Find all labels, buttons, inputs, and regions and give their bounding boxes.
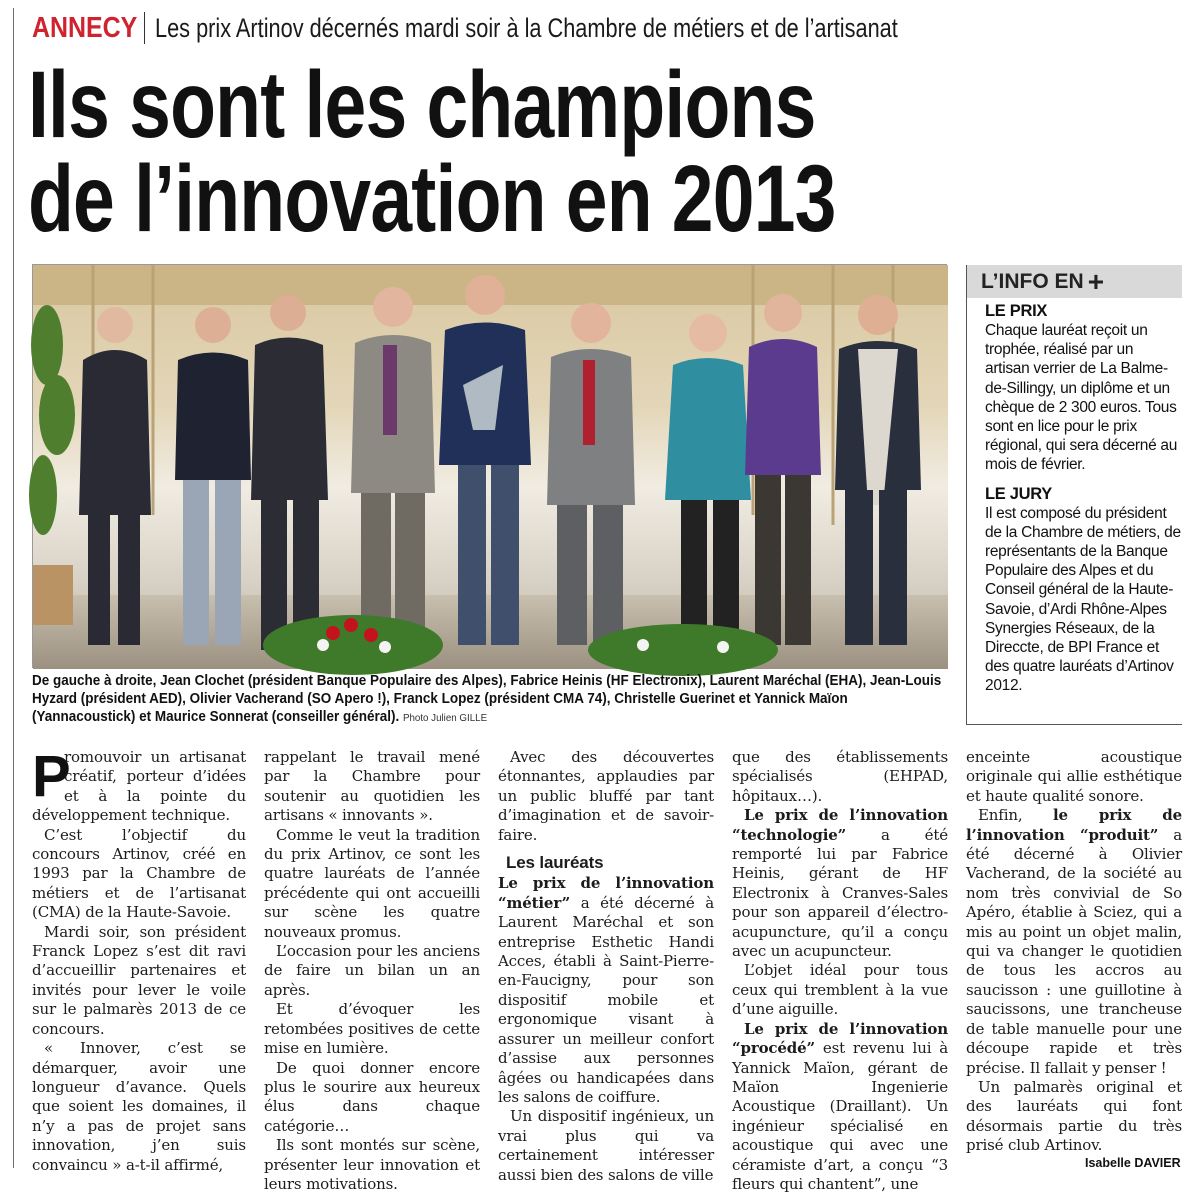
kicker-location: ANNECY — [32, 11, 138, 44]
photo-caption — [32, 672, 947, 727]
kicker-subtitle: Les prix Artinov décernés mardi soir à la Chambre de métiers et de l’artisanat — [155, 12, 898, 43]
article-paragraph: Mardi soir, son président Franck Lopez s’est dit ravi d’accueillir partenaires et invités pour lever le voile sur le palmarès 2013 de ce concours. — [32, 922, 246, 1038]
article-paragraph: De quoi donner encore plus le sourire aux heureux élus dans chaque catégorie… — [264, 1058, 480, 1135]
article-column-5 — [966, 748, 1182, 1156]
kicker-separator — [144, 12, 145, 44]
prize-name: Le prix de l’innovation “technologie” — [732, 806, 948, 844]
article-paragraph — [966, 806, 1182, 1078]
article-paragraph: rappelant le travail mené par la Chambre pour soutenir au quotidien les artisans « innovants ». — [264, 748, 480, 825]
drop-cap: P — [32, 744, 71, 809]
article-paragraph: L’occasion pour les anciens de faire un bilan un an après. — [264, 942, 480, 999]
sidebar-section-title: LE PRIX — [985, 302, 1048, 320]
sidebar-section-text: Chaque lauréat reçoit un trophée, réalisé par un artisan verrier de La Balme-de-Sillingy, un diplôme et un chèque de 2 300 euros. Tous sont en lice pour le prix régional, qui sera décerné au mois de février. — [985, 322, 1178, 474]
paragraph-text: Enfin, — [978, 806, 1053, 825]
article-column-3 — [498, 748, 714, 1185]
prize-name: Le prix de l’innovation “métier” — [498, 874, 714, 912]
photo-caption-text: De gauche à droite, Jean Clochet (président Banque Populaire des Alpes), Fabrice Heinis (HF Electronix), Laurent Maréchal (EHA), Jean-Louis Hyzard (président AED), Olivier Vacherand (SO Apero !), Franck Lopez (président CMA 74), Christelle Guerinet et Yannick Maïon (Yannacoustick) et Maurice Sonnerat (conseiller général). — [32, 673, 942, 725]
subheading: Les lauréats — [506, 853, 604, 873]
article-paragraph: « Innover, c’est se démarquer, avoir une longueur d’avance. Quels que soient les domaines, il n’y a pas de projet sans innovation, j’en suis convaincu » a-t-il affirmé, — [32, 1039, 246, 1174]
article-paragraph: que des établissements spécialisés (EHPAD, hôpitaux…). — [732, 748, 948, 805]
group-photo — [32, 264, 947, 668]
sidebar-section-text: Il est composé du président de la Chambre de métiers, de représentants de la Banque Populaire des Alpes et du Conseil général de la Haute-Savoie, d’Ardi Rhône-Alpes Synergies Réseaux, de la Direccte, de BPI France et des quatre lauréats d’Artinov 2012. — [985, 504, 1181, 695]
sidebar-section-prix — [967, 302, 1182, 475]
sidebar-section-title: LE JURY — [985, 484, 1052, 503]
paragraph-text: a été remporté lui par Fabrice Heinis, gérant de HF Electronix à Cranves-Sales pour son appareil d’électro-acupuncture, qu’il a conçu avec un acupuncteur. — [732, 825, 948, 961]
article-paragraph — [498, 874, 714, 1107]
paragraph-text: a été décerné à Olivier Vacherand, de la société au nom très convivial de So Apéro, établie à Sciez, qui a mis au point un objet malin, qui va changer le quotidien de tous les accros au saucisson : une guillotine à saucissons, une trancheuse de table manuelle pour une découpe rapide et très précise. Il fallait y penser ! — [966, 825, 1182, 1077]
paragraph-text: est revenu lui à Yannick Maïon, gérant de Maïon Ingenierie Acoustique (Draillant). Un ingénieur spécialisé en acoustique qui avec une céramiste d’art, a conçu “3 fleurs qui chantent”, une — [732, 1039, 948, 1193]
flower-arrangement-left — [263, 615, 443, 675]
plus-icon: + — [1087, 265, 1105, 297]
photo-credit: Photo Julien GILLE — [402, 712, 488, 724]
prize-name: le prix de l’innovation “produit” — [966, 806, 1182, 844]
group-photo-illustration — [33, 265, 948, 669]
article-paragraph: Ils sont montés sur scène, présenter leur innovation et leurs motivations. — [264, 1136, 480, 1193]
article-paragraph: Avec des découvertes étonnantes, applaudies par un public bluffé par tant d’imagination et de savoir-faire. — [498, 748, 714, 844]
article-paragraph: Et d’évoquer les retombées positives de cette mise en lumière. — [264, 1000, 480, 1058]
paragraph-text: romouvoir un artisanat créatif, porteur d’idées et à la pointe du développement technique. — [32, 748, 246, 825]
flower-arrangement-right — [588, 624, 778, 676]
article-paragraph: Comme le veut la tradition du prix Artinov, ce sont les quatre lauréats de l’année précédente qui ont accueilli sur scène les quatre nouveaux promus. — [264, 825, 480, 941]
article-column-4 — [732, 748, 948, 1194]
sidebar-section-jury — [967, 485, 1182, 696]
kicker — [32, 8, 1061, 48]
paragraph-text: a été décerné à Laurent Maréchal et son entreprise Esthetic Handi Acces, établi à Saint-Pierre-en-Faucigny, pour son dispositif mobile et ergonomique visant à assurer un meilleur confort d’assise aux personnes âgées ou handicapées dans les salons de coiffure. — [498, 893, 714, 1106]
article-paragraph: L’objet idéal pour tous ceux qui tremblent à la vue d’une aiguille. — [732, 961, 948, 1019]
article-paragraph — [732, 806, 948, 961]
prize-name: Le prix de l’innovation “procédé” — [732, 1019, 948, 1058]
article-column-2 — [264, 748, 480, 1194]
headline — [28, 52, 1188, 252]
page-left-rule — [13, 8, 14, 1168]
article-paragraph: Un palmarès original et des lauréats qui font désormais partie du très prisé club Artinov. — [966, 1077, 1182, 1155]
sidebar-header — [967, 265, 1182, 298]
article-paragraph — [732, 1020, 948, 1194]
article-paragraph: C’est l’objectif du concours Artinov, créé en 1993 par la Chambre de métiers et de l’artisanat (CMA) de la Haute-Savoie. — [32, 825, 246, 922]
headline-line-2: de l’innovation en 2013 — [28, 146, 836, 252]
sidebar-title: L’INFO EN — [981, 269, 1084, 293]
article-paragraph — [32, 744, 246, 826]
article-paragraph: enceinte acoustique originale qui allie esthétique et haute qualité sonore. — [966, 748, 1182, 805]
info-sidebar — [966, 265, 1182, 725]
article-column-1 — [32, 744, 246, 1175]
headline-line-1: Ils sont les champions — [28, 52, 816, 158]
article-paragraph: Un dispositif ingénieux, un vrai plus qui va certainement intéresser aussi bien des salons de ville — [498, 1107, 714, 1184]
author-signature: Isabelle DAVIER — [1085, 1156, 1181, 1170]
